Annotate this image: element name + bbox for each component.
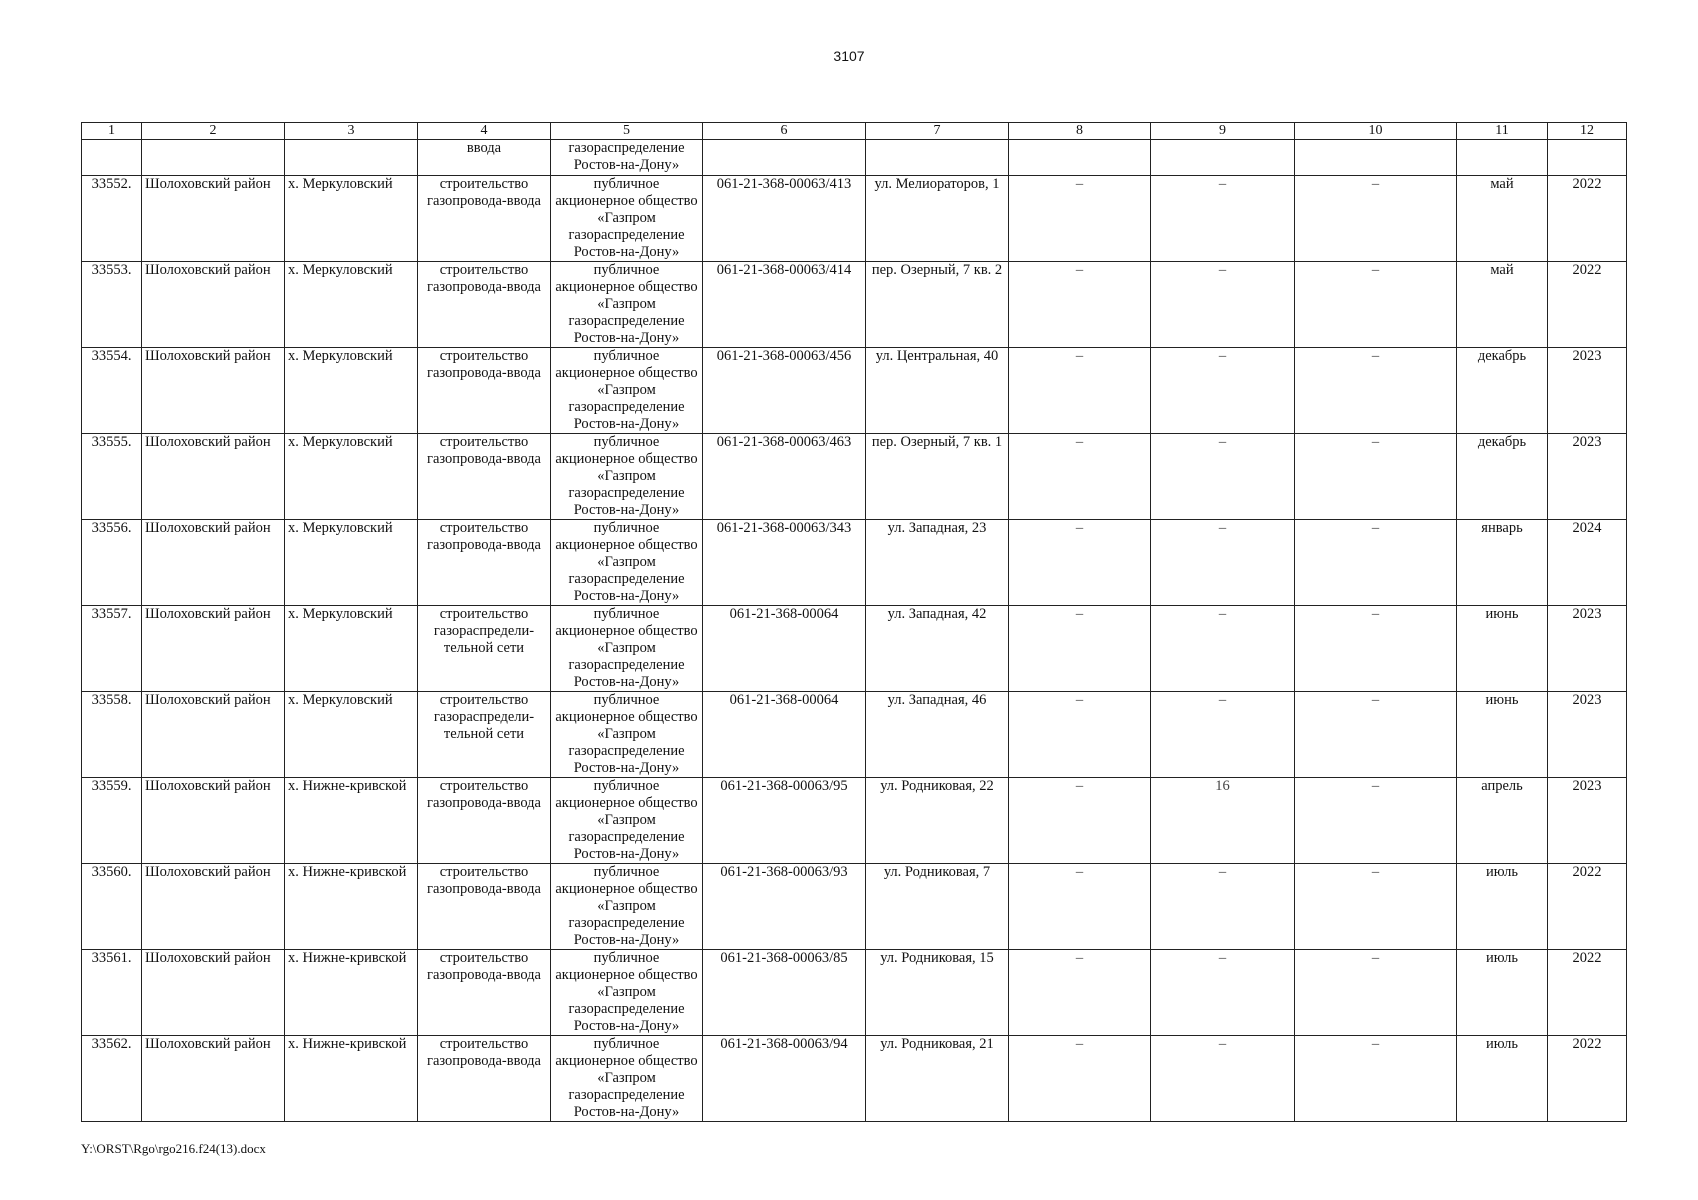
cell-address: ул. Мелиораторов, 1 (866, 176, 1009, 262)
cell-col9: – (1151, 1036, 1295, 1122)
table-row (82, 778, 1627, 864)
cell-code: 061-21-368-00064 (703, 692, 866, 778)
cell-code: 061-21-368-00063/414 (703, 262, 866, 348)
cell-address: ул. Родниковая, 22 (866, 778, 1009, 864)
cell-col8: – (1009, 606, 1151, 692)
table-row (82, 434, 1627, 520)
cell-address: пер. Озерный, 7 кв. 2 (866, 262, 1009, 348)
header-cell: 2 (142, 123, 285, 140)
cell-col8: – (1009, 434, 1151, 520)
cell-address: ул. Западная, 46 (866, 692, 1009, 778)
cell-year: 2023 (1548, 348, 1627, 434)
cell-col9: – (1151, 520, 1295, 606)
cell-work-type: строительство газопровода-ввода (418, 778, 551, 864)
cell-col8: – (1009, 262, 1151, 348)
cell-month: июнь (1457, 606, 1548, 692)
header-cell: 3 (285, 123, 418, 140)
cell-year: 2023 (1548, 434, 1627, 520)
cell-month: январь (1457, 520, 1548, 606)
header-cell: 1 (82, 123, 142, 140)
cell-col8: – (1009, 864, 1151, 950)
cell-code: 061-21-368-00063/456 (703, 348, 866, 434)
cell-district: Шолоховский район (142, 348, 285, 434)
cell-empty (1295, 140, 1457, 176)
cell-code: 061-21-368-00064 (703, 606, 866, 692)
cell-col8: – (1009, 778, 1151, 864)
cell-work-type: строительство газораспредели-тельной сети (418, 606, 551, 692)
cell-work-type: строительство газораспредели-тельной сети (418, 692, 551, 778)
cell-district: Шолоховский район (142, 950, 285, 1036)
cell-col9: – (1151, 348, 1295, 434)
cell-address: пер. Озерный, 7 кв. 1 (866, 434, 1009, 520)
cell-year: 2023 (1548, 692, 1627, 778)
cell-code: 061-21-368-00063/93 (703, 864, 866, 950)
footer-file-path: Y:\ORST\Rgo\rgo216.f24(13).docx (81, 1141, 266, 1156)
cell-address: ул. Родниковая, 15 (866, 950, 1009, 1036)
cell-organization: публичное акционерное общество «Газпром газораспределение Ростов-на-Дону» (551, 262, 703, 348)
cell-district: Шолоховский район (142, 434, 285, 520)
header-cell: 7 (866, 123, 1009, 140)
header-row (82, 123, 1627, 140)
cell-col10: – (1295, 262, 1457, 348)
cell-month: апрель (1457, 778, 1548, 864)
cell-district: Шолоховский район (142, 606, 285, 692)
cell-empty (1009, 140, 1151, 176)
cell-settlement: х. Меркуловский (285, 606, 418, 692)
cell-work-type: строительство газопровода-ввода (418, 864, 551, 950)
cell-year: 2022 (1548, 950, 1627, 1036)
cell-organization: публичное акционерное общество «Газпром газораспределение Ростов-на-Дону» (551, 348, 703, 434)
cell-col10: – (1295, 1036, 1457, 1122)
cell-col8: – (1009, 348, 1151, 434)
table-row (82, 606, 1627, 692)
cell-row-number: 33552. (82, 176, 142, 262)
cell-col10: – (1295, 950, 1457, 1036)
cell-organization: публичное акционерное общество «Газпром газораспределение Ростов-на-Дону» (551, 176, 703, 262)
cell-district: Шолоховский район (142, 176, 285, 262)
cell-month: июль (1457, 864, 1548, 950)
cell-org-continued: газораспределение Ростов-на-Дону» (551, 140, 703, 176)
header-cell: 12 (1548, 123, 1627, 140)
cell-year: 2024 (1548, 520, 1627, 606)
cell-col9: – (1151, 606, 1295, 692)
cell-col9: – (1151, 864, 1295, 950)
cell-col9: 16 (1151, 778, 1295, 864)
cell-organization: публичное акционерное общество «Газпром газораспределение Ростов-на-Дону» (551, 864, 703, 950)
cell-code: 061-21-368-00063/85 (703, 950, 866, 1036)
cell-settlement: х. Меркуловский (285, 434, 418, 520)
cell-year: 2022 (1548, 262, 1627, 348)
cell-month: май (1457, 262, 1548, 348)
cell-year: 2022 (1548, 176, 1627, 262)
cell-col10: – (1295, 864, 1457, 950)
cell-work-type: строительство газопровода-ввода (418, 176, 551, 262)
cell-district: Шолоховский район (142, 692, 285, 778)
table-row (82, 348, 1627, 434)
cell-col9: – (1151, 262, 1295, 348)
table-row (82, 262, 1627, 348)
header-cell: 6 (703, 123, 866, 140)
cell-col8: – (1009, 520, 1151, 606)
cell-month: июнь (1457, 692, 1548, 778)
cell-col10: – (1295, 692, 1457, 778)
cell-settlement: х. Меркуловский (285, 520, 418, 606)
cell-row-number: 33560. (82, 864, 142, 950)
cell-address: ул. Родниковая, 21 (866, 1036, 1009, 1122)
cell-code: 061-21-368-00063/94 (703, 1036, 866, 1122)
cell-row-number: 33555. (82, 434, 142, 520)
cell-settlement: х. Меркуловский (285, 262, 418, 348)
header-cell: 8 (1009, 123, 1151, 140)
cell-district: Шолоховский район (142, 262, 285, 348)
cell-organization: публичное акционерное общество «Газпром газораспределение Ростов-на-Дону» (551, 520, 703, 606)
header-cell: 11 (1457, 123, 1548, 140)
table-row (82, 176, 1627, 262)
cell-col9: – (1151, 692, 1295, 778)
cell-organization: публичное акционерное общество «Газпром газораспределение Ростов-на-Дону» (551, 606, 703, 692)
cell-year: 2022 (1548, 1036, 1627, 1122)
cell-organization: публичное акционерное общество «Газпром газораспределение Ростов-на-Дону» (551, 778, 703, 864)
cell-row-number: 33556. (82, 520, 142, 606)
table-row (82, 692, 1627, 778)
continuation-row (82, 140, 1627, 176)
cell-district: Шолоховский район (142, 520, 285, 606)
cell-code: 061-21-368-00063/413 (703, 176, 866, 262)
cell-year: 2023 (1548, 606, 1627, 692)
cell-address: ул. Центральная, 40 (866, 348, 1009, 434)
cell-settlement: х. Нижне-кривской (285, 1036, 418, 1122)
cell-month: май (1457, 176, 1548, 262)
cell-col10: – (1295, 348, 1457, 434)
data-table (81, 122, 1627, 1122)
cell-district: Шолоховский район (142, 1036, 285, 1122)
header-cell: 9 (1151, 123, 1295, 140)
header-cell: 5 (551, 123, 703, 140)
cell-address: ул. Родниковая, 7 (866, 864, 1009, 950)
cell-work-type: строительство газопровода-ввода (418, 950, 551, 1036)
cell-work-type: строительство газопровода-ввода (418, 348, 551, 434)
cell-empty (866, 140, 1009, 176)
cell-settlement: х. Меркуловский (285, 176, 418, 262)
cell-code: 061-21-368-00063/95 (703, 778, 866, 864)
cell-district: Шолоховский район (142, 864, 285, 950)
cell-settlement: х. Нижне-кривской (285, 950, 418, 1036)
cell-row-number: 33562. (82, 1036, 142, 1122)
cell-settlement: х. Меркуловский (285, 692, 418, 778)
cell-organization: публичное акционерное общество «Газпром газораспределение Ростов-на-Дону» (551, 692, 703, 778)
cell-work-continued: ввода (418, 140, 551, 176)
cell-address: ул. Западная, 23 (866, 520, 1009, 606)
cell-empty (82, 140, 142, 176)
cell-settlement: х. Меркуловский (285, 348, 418, 434)
cell-district: Шолоховский район (142, 778, 285, 864)
cell-row-number: 33557. (82, 606, 142, 692)
cell-work-type: строительство газопровода-ввода (418, 434, 551, 520)
cell-col10: – (1295, 520, 1457, 606)
cell-row-number: 33558. (82, 692, 142, 778)
cell-work-type: строительство газопровода-ввода (418, 262, 551, 348)
page-number: 3107 (833, 48, 865, 64)
cell-year: 2022 (1548, 864, 1627, 950)
cell-address: ул. Западная, 42 (866, 606, 1009, 692)
cell-row-number: 33559. (82, 778, 142, 864)
cell-empty (142, 140, 285, 176)
cell-empty (1457, 140, 1548, 176)
cell-month: декабрь (1457, 348, 1548, 434)
cell-empty (285, 140, 418, 176)
cell-month: июль (1457, 950, 1548, 1036)
cell-col8: – (1009, 692, 1151, 778)
cell-organization: публичное акционерное общество «Газпром газораспределение Ростов-на-Дону» (551, 950, 703, 1036)
cell-col8: – (1009, 176, 1151, 262)
cell-settlement: х. Нижне-кривской (285, 778, 418, 864)
cell-empty (1548, 140, 1627, 176)
cell-work-type: строительство газопровода-ввода (418, 520, 551, 606)
table-row (82, 864, 1627, 950)
cell-code: 061-21-368-00063/343 (703, 520, 866, 606)
cell-organization: публичное акционерное общество «Газпром газораспределение Ростов-на-Дону» (551, 434, 703, 520)
cell-empty (703, 140, 866, 176)
cell-code: 061-21-368-00063/463 (703, 434, 866, 520)
cell-col9: – (1151, 176, 1295, 262)
header-cell: 4 (418, 123, 551, 140)
cell-col9: – (1151, 434, 1295, 520)
cell-month: июль (1457, 1036, 1548, 1122)
cell-row-number: 33554. (82, 348, 142, 434)
cell-empty (1151, 140, 1295, 176)
cell-col10: – (1295, 606, 1457, 692)
cell-row-number: 33561. (82, 950, 142, 1036)
table-row (82, 950, 1627, 1036)
cell-year: 2023 (1548, 778, 1627, 864)
table-row (82, 1036, 1627, 1122)
cell-settlement: х. Нижне-кривской (285, 864, 418, 950)
table-row (82, 520, 1627, 606)
cell-col8: – (1009, 950, 1151, 1036)
table-body (82, 123, 1627, 1122)
cell-organization: публичное акционерное общество «Газпром газораспределение Ростов-на-Дону» (551, 1036, 703, 1122)
cell-work-type: строительство газопровода-ввода (418, 1036, 551, 1122)
cell-col10: – (1295, 434, 1457, 520)
cell-col8: – (1009, 1036, 1151, 1122)
cell-row-number: 33553. (82, 262, 142, 348)
cell-col10: – (1295, 176, 1457, 262)
cell-col9: – (1151, 950, 1295, 1036)
header-cell: 10 (1295, 123, 1457, 140)
cell-month: декабрь (1457, 434, 1548, 520)
cell-col10: – (1295, 778, 1457, 864)
